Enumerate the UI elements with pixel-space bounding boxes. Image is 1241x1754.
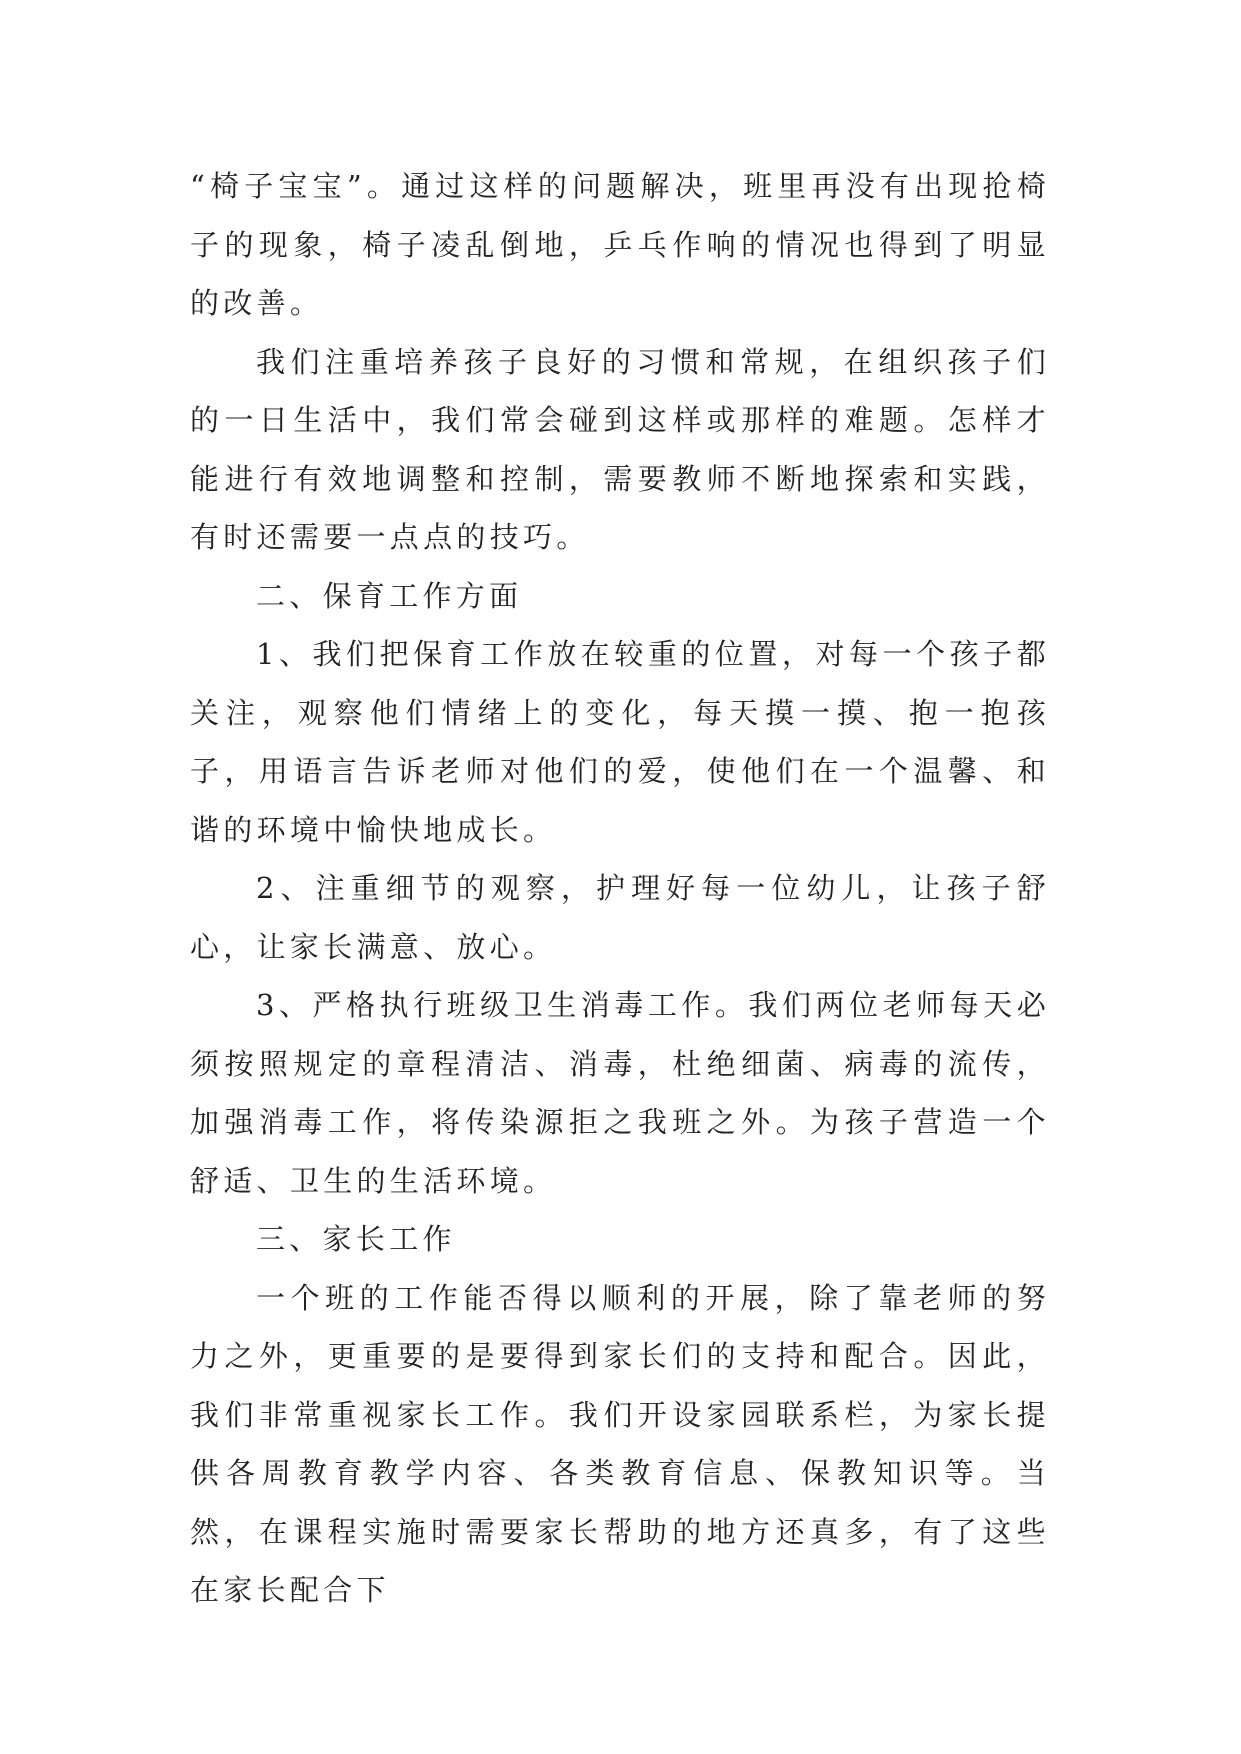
section-heading-childcare: 二、保育工作方面: [256, 578, 523, 613]
paragraph-childcare-item-3: 3、严格执行班级卫生消毒工作。我们两位老师每天必须按照规定的章程清洁、消毒，杜绝细菌、病毒的流传，加强消毒工作，将传染源拒之我班之外。为孩子营造一个舒适、卫生的生活环境。: [190, 988, 1050, 1198]
paragraph-chair-babies: “椅子宝宝”。通过这样的问题解决，班里再没有出现抢椅子的现象，椅子凌乱倒地，乒乓作响的情况也得到了明显的改善。: [190, 169, 1050, 320]
paragraph-childcare-item-1: 1、我们把保育工作放在较重的位置，对每一个孩子都关注，观察他们情绪上的变化，每天摸一摸、抱一抱孩子，用语言告诉老师对他们的爱，使他们在一个温馨、和谐的环境中愉快地成长。: [190, 637, 1050, 847]
document-body: [190, 157, 1050, 1620]
section-heading-parent-work: 三、家长工作: [256, 1222, 456, 1256]
paragraph-parent-work: 一个班的工作能否得以顺利的开展，除了靠老师的努力之外，更重要的是要得到家长们的支持和配合。因此，我们非常重视家长工作。我们开设家园联系栏，为家长提供各周教育教学内容、各类教育信息、保教知识等。当然，在课程实施时需要家长帮助的地方还真多，有了这些在家长配合下: [190, 1280, 1050, 1607]
paragraph-habits-routines: 我们注重培养孩子良好的习惯和常规，在组织孩子们的一日生活中，我们常会碰到这样或那样的难题。怎样才能进行有效地调整和控制，需要教师不断地探索和实践，有时还需要一点点的技巧。: [190, 344, 1050, 554]
paragraph-childcare-item-2: 2、注重细节的观察，护理好每一位幼儿，让孩子舒心，让家长满意、放心。: [190, 871, 1050, 964]
